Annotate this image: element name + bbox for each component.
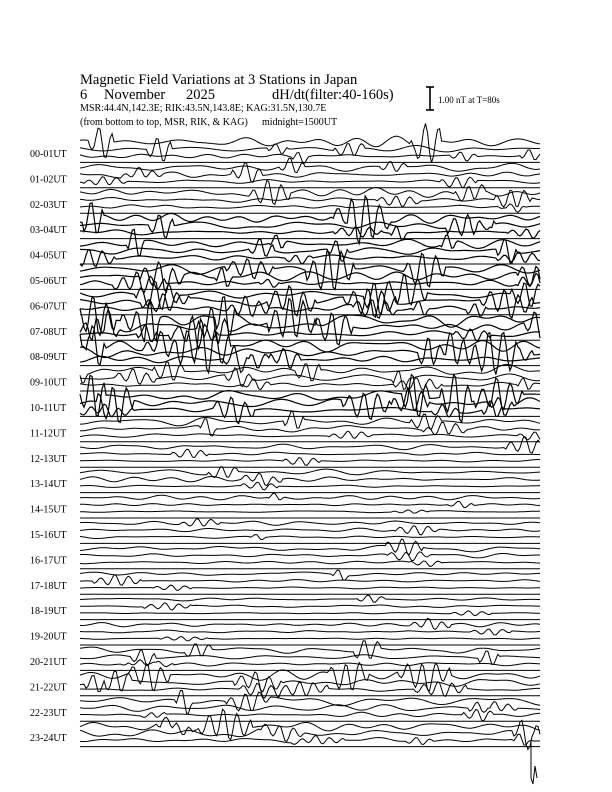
hour-row-13-14UT: [80, 467, 540, 493]
trace-RIK-07-08UT: [80, 308, 540, 345]
row-label: 11-12UT: [30, 428, 67, 440]
trace-RIK-14-15UT: [80, 501, 540, 507]
trace-KAG-14-15UT: [80, 493, 540, 500]
trace-MSR-18-19UT: [80, 611, 540, 616]
row-label: 04-05UT: [30, 250, 67, 262]
trace-KAG-16-17UT: [80, 539, 540, 555]
date-year: 2025: [186, 87, 215, 103]
row-label: 02-03UT: [30, 199, 67, 211]
trace-RIK-02-03UT: [80, 190, 540, 207]
row-label: 13-14UT: [30, 479, 67, 491]
row-label: 01-02UT: [30, 174, 67, 186]
trace-MSR-01-02UT: [80, 177, 540, 188]
trace-RIK-23-24UT: [80, 720, 540, 749]
row-label: 15-16UT: [30, 530, 67, 541]
trace-KAG-15-16UT: [80, 519, 540, 526]
trace-RIK-15-16UT: [80, 526, 540, 535]
trace-KAG-18-19UT: [80, 595, 540, 602]
row-label: 14-15UT: [30, 504, 67, 516]
row-label: 07-08UT: [30, 326, 67, 338]
chart-title: Magnetic Field Variations at 3 Stations in Japan: [80, 72, 358, 88]
trace-MSR-13-14UT: [80, 482, 540, 490]
row-label: 00-01UT: [30, 149, 67, 160]
trace-MSR-14-15UT: [80, 510, 540, 513]
hour-row-04-05UT: [80, 229, 540, 266]
row-label: 16-17UT: [30, 555, 67, 567]
hour-row-19-20UT: [80, 618, 540, 645]
hour-row-08-09UT: [80, 319, 540, 375]
trace-RIK-17-18UT: [80, 575, 540, 585]
row-label: 03-04UT: [30, 225, 67, 237]
trace-MSR-22-23UT: [80, 710, 540, 721]
row-label: 19-20UT: [30, 631, 67, 643]
hour-row-12-13UT: [80, 436, 540, 467]
row-label: 21-22UT: [30, 682, 67, 694]
trace-RIK-22-23UT: [80, 702, 540, 713]
trace-KAG-01-02UT: [80, 158, 540, 172]
hour-row-06-07UT: [80, 275, 540, 318]
trace-RIK-05-06UT: [80, 262, 540, 292]
row-label: 18-19UT: [30, 606, 67, 618]
hour-row-07-08UT: [80, 297, 540, 349]
trace-RIK-04-05UT: [80, 239, 540, 263]
trace-RIK-10-11UT: [80, 388, 540, 423]
trace-KAG-08-09UT: [80, 319, 540, 373]
trace-KAG-11-12UT: [80, 412, 540, 429]
trace-RIK-08-09UT: [80, 333, 540, 375]
trace-MSR-23-24UT: [80, 734, 540, 745]
hour-row-03-04UT: [80, 196, 540, 244]
trace-MSR-12-13UT: [80, 458, 540, 466]
hour-row-17-18UT: [80, 570, 540, 594]
hour-row-00-01UT: [80, 124, 540, 164]
row-label: 08-09UT: [30, 352, 67, 364]
row-label: 06-07UT: [30, 301, 67, 313]
date-month: November: [104, 87, 166, 103]
metric-label: dH/dt: [272, 87, 306, 103]
hour-row-14-15UT: [80, 493, 540, 518]
trace-KAG-21-22UT: [80, 663, 540, 691]
trace-RIK-20-21UT: [80, 650, 540, 665]
trace-RIK-12-13UT: [80, 449, 540, 457]
trace-KAG-10-11UT: [80, 375, 540, 422]
trace-KAG-20-21UT: [80, 641, 540, 658]
trace-KAG-13-14UT: [80, 467, 540, 478]
trace-KAG-17-18UT: [80, 570, 540, 580]
trace-MSR-11-12UT: [80, 431, 540, 439]
station-coordinates: MSR:44.4N,142.3E; RIK:43.5N,143.8E; KAG:31.5N,130.7E: [80, 103, 327, 114]
hour-row-10-11UT: [80, 375, 540, 424]
hour-row-22-23UT: [80, 691, 540, 722]
trace-KAG-03-04UT: [80, 196, 540, 244]
hour-row-21-22UT: [80, 663, 540, 698]
trace-MSR-15-16UT: [80, 535, 540, 540]
trace-RIK-11-12UT: [80, 419, 540, 436]
date-day: 6: [80, 87, 88, 103]
row-label: 17-18UT: [30, 580, 67, 592]
scale-bar: [426, 87, 434, 110]
trace-RIK-01-02UT: [80, 163, 540, 183]
trace-RIK-13-14UT: [80, 473, 540, 486]
row-label: 22-23UT: [30, 707, 67, 719]
trace-RIK-19-20UT: [80, 629, 540, 635]
hour-row-15-16UT: [80, 519, 540, 544]
midnight-note: midnight=1500UT: [262, 117, 338, 128]
row-label: 12-13UT: [30, 453, 67, 465]
station-order-note: (from bottom to top, MSR, RIK, & KAG): [80, 117, 248, 128]
scale-bar-label: 1.00 nT at T=80s: [438, 95, 500, 105]
row-label: 23-24UT: [30, 733, 67, 745]
filter-label: (filter:40-160s): [305, 87, 394, 103]
trace-KAG-09-10UT: [80, 362, 540, 383]
trace-KAG-12-13UT: [80, 436, 540, 453]
row-label: 10-11UT: [30, 403, 67, 414]
row-label: 09-10UT: [30, 377, 67, 389]
row-label: 20-21UT: [30, 657, 67, 668]
hour-row-09-10UT: [80, 362, 540, 391]
trace-KAG-04-05UT: [80, 229, 540, 256]
trace-RIK-16-17UT: [80, 552, 540, 561]
hour-row-02-03UT: [80, 181, 540, 214]
row-label: 05-06UT: [30, 276, 67, 287]
trace-MSR-16-17UT: [80, 561, 540, 566]
trace-MSR-17-18UT: [80, 585, 540, 590]
trace-MSR-00-01UT: [80, 150, 540, 163]
trace-tail-spike: [531, 742, 537, 784]
trace-MSR-19-20UT: [80, 637, 540, 641]
trace-RIK-18-19UT: [80, 603, 540, 610]
trace-MSR-02-03UT: [80, 204, 540, 212]
hour-row-18-19UT: [80, 595, 540, 619]
